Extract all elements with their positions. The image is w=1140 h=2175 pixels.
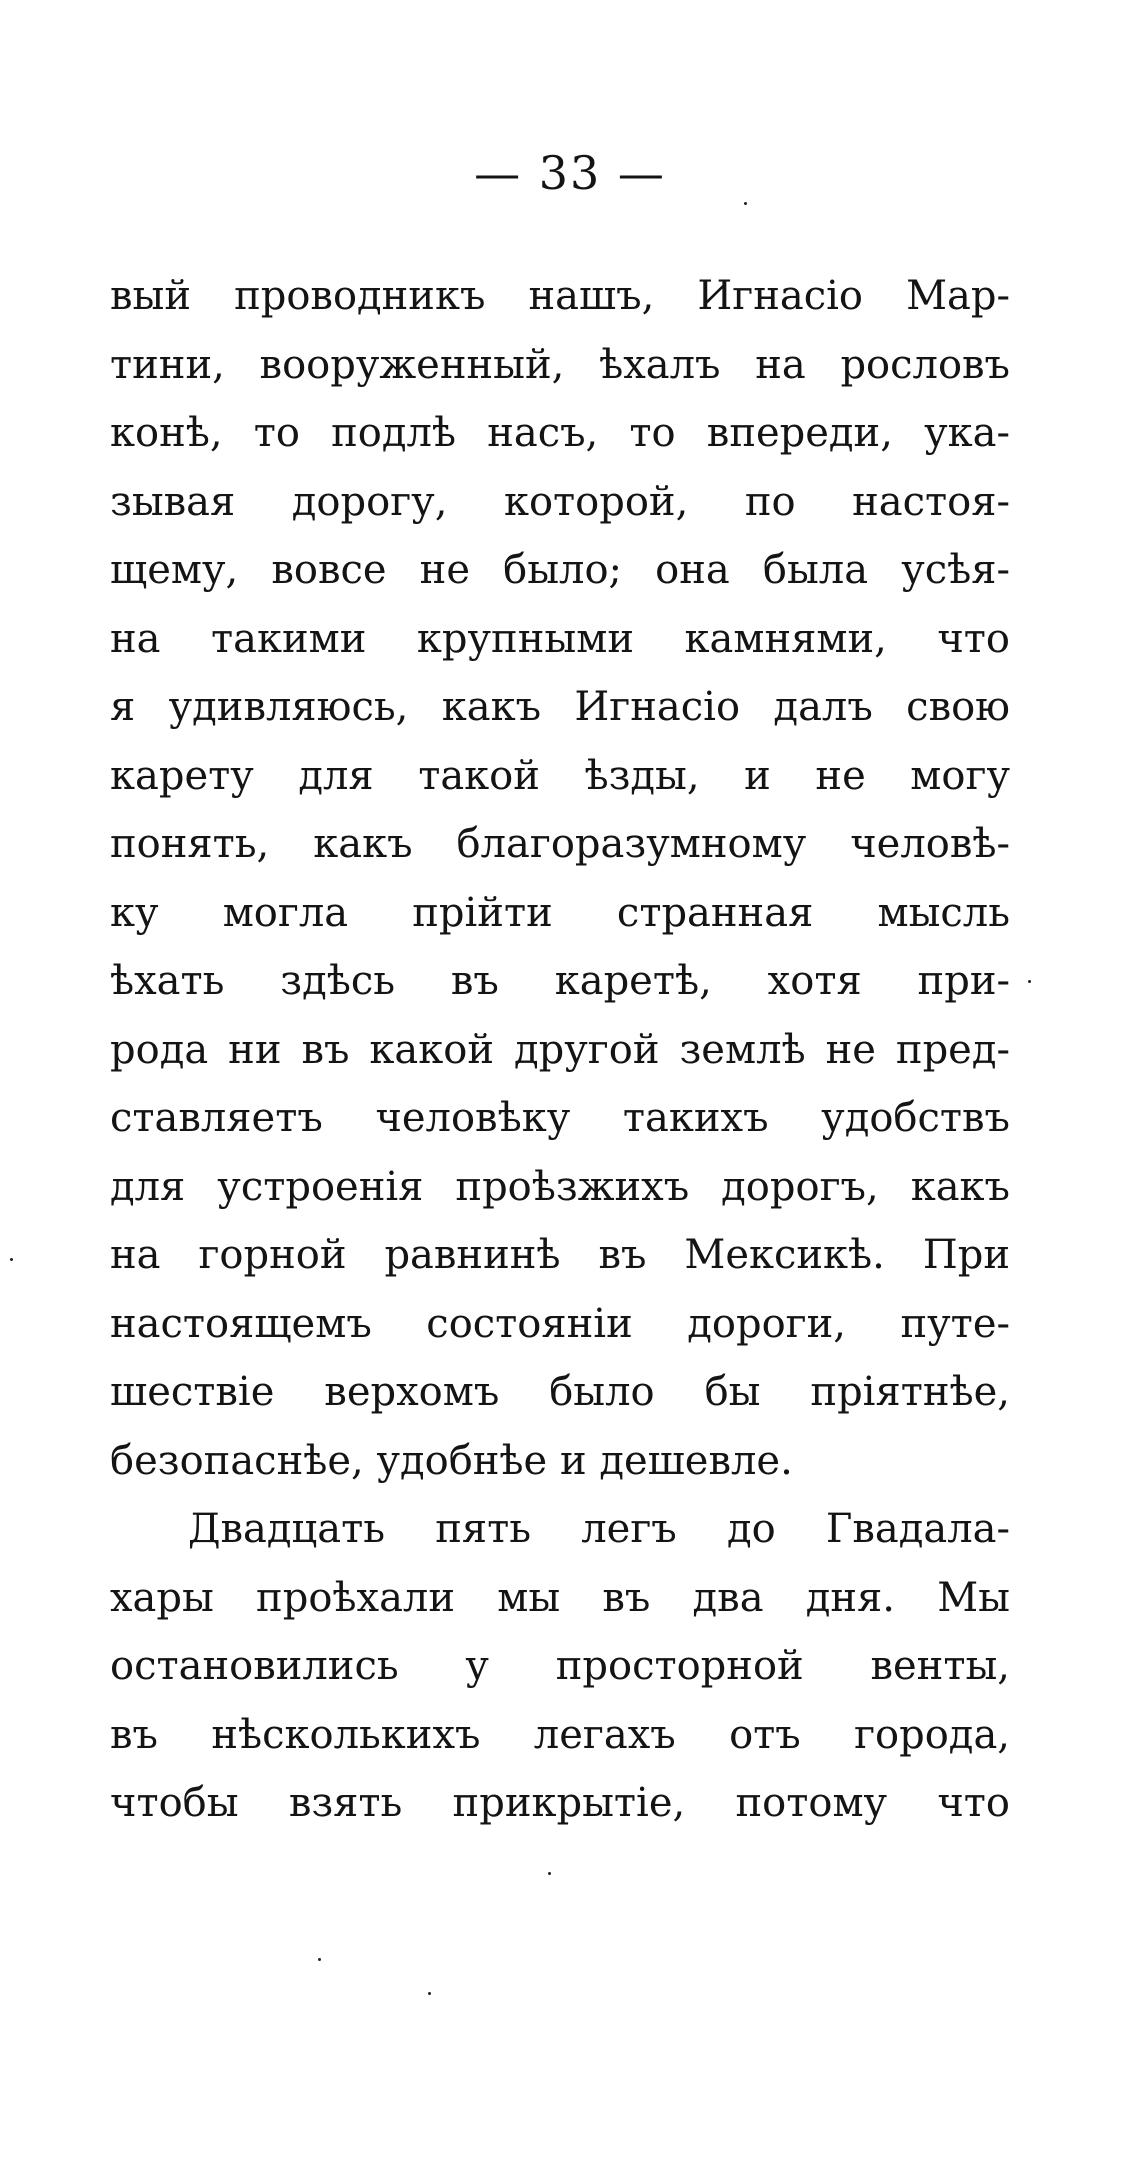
text-line: конѣ, то подлѣ насъ, то впереди, ука- [110, 410, 1010, 456]
text-line: зывая дорогу, которой, по настоя- [110, 478, 1010, 525]
print-speck [744, 202, 747, 205]
text-line: для устроенія проѣзжихъ дорогъ, какъ [110, 1163, 1010, 1210]
text-line: ѣхать здѣсь въ каретѣ, хотя при- [110, 958, 1010, 1004]
body-text [110, 262, 1010, 1838]
text-line: въ нѣсколькихъ легахъ отъ города, [110, 1711, 1010, 1758]
text-line: ставляетъ человѣку такихъ удобствъ [110, 1095, 1010, 1141]
text-line: Двадцать пять легъ до Гвадала- [188, 1506, 1010, 1552]
print-speck [428, 1992, 431, 1995]
text-line: я удивляюсь, какъ Игнасіо далъ свою [110, 684, 1010, 730]
page-number: — 33 — [474, 146, 666, 200]
paragraph [110, 262, 1010, 1495]
text-line: карету для такой ѣзды, и не могу [110, 752, 1010, 799]
print-speck [1028, 980, 1031, 983]
text-line: на такими крупными камнями, что [110, 615, 1010, 662]
text-line: тини, вооруженный, ѣхалъ на рословъ [110, 341, 1010, 388]
text-line: щему, вовсе не было; она была усѣя- [110, 547, 1010, 593]
text-line: настоящемъ состояніи дороги, путе- [110, 1300, 1010, 1347]
text-line: понять, какъ благоразумному человѣ- [110, 821, 1010, 867]
text-line: шествіе верхомъ было бы пріятнѣе, [110, 1369, 1010, 1415]
text-line: вый проводникъ нашъ, Игнасіо Мар- [110, 273, 1010, 319]
text-line: хары проѣхали мы въ два дня. Мы [110, 1574, 1010, 1621]
text-line: рода ни въ какой другой землѣ не пред- [110, 1026, 1010, 1073]
text-line: ку могла прійти странная мысль [110, 889, 1010, 936]
paragraph [110, 1495, 1010, 1838]
print-speck [318, 1958, 321, 1961]
text-line: безопаснѣе, удобнѣе и дешевле. [110, 1437, 793, 1484]
text-line: остановились у просторной венты, [110, 1643, 1010, 1689]
print-speck [10, 1258, 13, 1261]
text-line: на горной равнинѣ въ Мексикѣ. При [110, 1232, 1010, 1278]
text-line: чтобы взять прикрытіе, потому что [110, 1780, 1010, 1826]
print-speck [548, 1872, 551, 1875]
